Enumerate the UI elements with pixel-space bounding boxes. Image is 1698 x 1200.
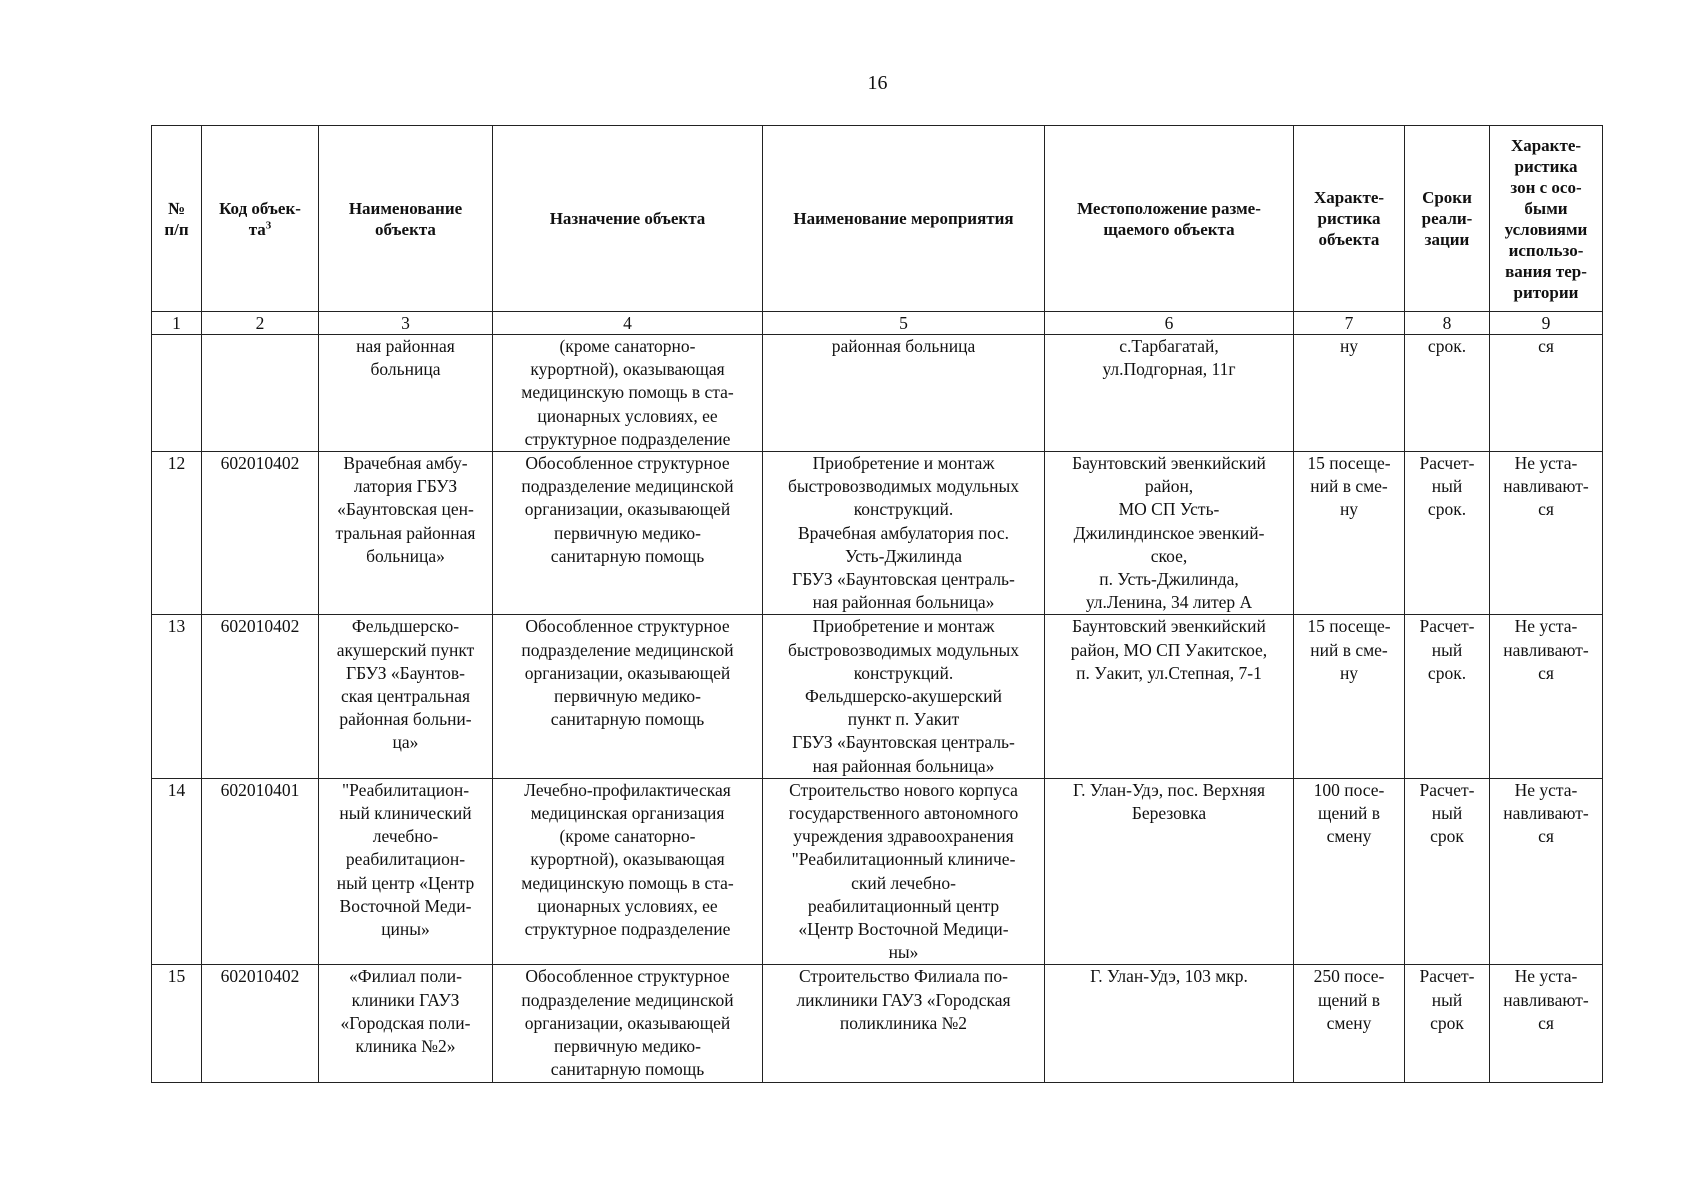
cell-num bbox=[152, 335, 202, 452]
cell-line: структурное подразделение bbox=[524, 428, 731, 449]
cell-line: ная районная bbox=[356, 336, 455, 356]
cell-line: ристика bbox=[1514, 156, 1578, 176]
cell-line: Наименование мероприятия bbox=[793, 209, 1014, 228]
cell-purpose bbox=[493, 965, 763, 1082]
cell-purpose bbox=[493, 452, 763, 615]
cell-line: "Реабилитационный клиниче- bbox=[791, 849, 1016, 870]
cell-line: 100 посе- bbox=[1313, 779, 1385, 800]
cell-line: ный bbox=[1431, 803, 1463, 824]
cell-zones bbox=[1490, 452, 1603, 615]
cell-line: Наименование bbox=[348, 198, 463, 218]
cell-line: курортной), оказывающая bbox=[530, 359, 725, 380]
header-num bbox=[152, 126, 202, 312]
cell-characteristic bbox=[1294, 778, 1405, 965]
cell-line: Код объек- bbox=[219, 198, 301, 218]
cell-line: организации, оказывающей bbox=[524, 1012, 731, 1033]
column-number: 4 bbox=[493, 312, 763, 335]
cell-line: ся bbox=[1538, 336, 1554, 356]
cell-zones bbox=[1490, 335, 1603, 452]
cell-event bbox=[763, 335, 1045, 452]
cell-line: первичную медико- bbox=[554, 686, 701, 707]
cell-line: смену bbox=[1326, 826, 1372, 847]
cell-line: ну bbox=[1339, 662, 1359, 683]
cell-line: Фельдшерско-акушерский bbox=[805, 686, 1002, 707]
cell-name bbox=[319, 335, 493, 452]
cell-line: санитарную помощь bbox=[550, 1059, 705, 1080]
cell-line: ну bbox=[1339, 499, 1359, 520]
cell-line: «Баунтовская цен- bbox=[337, 499, 474, 520]
cell-line: 15 посеще- bbox=[1307, 453, 1391, 474]
cell-line: быстровозводимых модульных bbox=[787, 639, 1019, 660]
column-number: 7 bbox=[1294, 312, 1405, 335]
cell-event bbox=[763, 778, 1045, 965]
cell-code bbox=[202, 452, 319, 615]
cell-line: Врачебная амбулатория пос. bbox=[797, 522, 1010, 543]
cell-code bbox=[202, 335, 319, 452]
header-event bbox=[763, 126, 1045, 312]
cell-line: Сроки bbox=[1422, 188, 1472, 207]
cell-num bbox=[152, 778, 202, 965]
cell-line: ритории bbox=[1513, 282, 1579, 302]
cell-line: ний в сме- bbox=[1310, 476, 1388, 497]
cell-line: Лечебно-профилактическая bbox=[524, 779, 731, 800]
cell-event bbox=[763, 452, 1045, 615]
cell-line: Фельдшерско- bbox=[351, 616, 460, 637]
cell-location bbox=[1045, 452, 1294, 615]
cell-line: срок. bbox=[1427, 336, 1467, 356]
cell-line: Джилиндинское эвенкий- bbox=[1073, 522, 1265, 543]
cell-line: ный клинический bbox=[339, 803, 472, 824]
cell-characteristic bbox=[1294, 965, 1405, 1082]
cell-line: Восточной Меди- bbox=[339, 895, 472, 916]
cell-line: 15 посеще- bbox=[1307, 616, 1391, 637]
cell-line: район, bbox=[1144, 476, 1194, 497]
cell-terms bbox=[1405, 778, 1490, 965]
cell-line: срок bbox=[1430, 826, 1464, 847]
cell-characteristic bbox=[1294, 615, 1405, 778]
cell-code bbox=[202, 615, 319, 778]
cell-line: район, МО СП Уакитское, bbox=[1070, 639, 1268, 660]
cell-line: Расчет- bbox=[1419, 616, 1475, 637]
cell-terms bbox=[1405, 615, 1490, 778]
column-number: 2 bbox=[202, 312, 319, 335]
cell-line: ся bbox=[1538, 499, 1554, 520]
cell-line: организации, оказывающей bbox=[524, 662, 731, 683]
cell-code bbox=[202, 965, 319, 1082]
cell-line: Врачебная амбу- bbox=[343, 453, 468, 474]
header-code bbox=[202, 126, 319, 312]
cell-line: (кроме санаторно- bbox=[559, 826, 696, 847]
cell-line: Расчет- bbox=[1419, 966, 1475, 987]
cell-line: Не уста- bbox=[1514, 966, 1578, 987]
cell-line: ская центральная bbox=[340, 686, 471, 707]
cell-line: использо- bbox=[1508, 240, 1584, 260]
cell-line: Усть-Джилинда bbox=[844, 545, 963, 566]
header-zones bbox=[1490, 126, 1603, 312]
cell-name bbox=[319, 615, 493, 778]
cell-line: Характе- bbox=[1313, 188, 1385, 207]
cell-line: ны» bbox=[888, 942, 919, 963]
cell-line: ный центр «Центр bbox=[336, 872, 475, 893]
cell-line: ционарных условиях, ее bbox=[537, 405, 718, 426]
cell-location bbox=[1045, 965, 1294, 1082]
cell-line: 250 посе- bbox=[1313, 966, 1385, 987]
cell-line: медицинскую помощь в ста- bbox=[521, 382, 734, 403]
cell-line: курортной), оказывающая bbox=[530, 849, 725, 870]
cell-line: вания тер- bbox=[1505, 261, 1587, 281]
cell-line: реабилитацион- bbox=[345, 849, 466, 870]
cell-line: медицинскую помощь в ста- bbox=[521, 872, 734, 893]
cell-line: ний в сме- bbox=[1310, 639, 1388, 660]
cell-line: «Центр Восточной Медици- bbox=[798, 919, 1009, 940]
column-number: 9 bbox=[1490, 312, 1603, 335]
cell-line: лечебно- bbox=[372, 826, 439, 847]
cell-line: 13 bbox=[167, 616, 186, 637]
objects-table bbox=[151, 125, 1603, 1083]
cell-name bbox=[319, 965, 493, 1082]
cell-purpose bbox=[493, 778, 763, 965]
cell-location bbox=[1045, 615, 1294, 778]
cell-line: ул.Ленина, 34 литер А bbox=[1085, 592, 1253, 613]
cell-line: конструкций. bbox=[853, 662, 954, 683]
cell-line: (кроме санаторно- bbox=[559, 336, 696, 356]
cell-line: клиника №2» bbox=[355, 1036, 456, 1057]
cell-num bbox=[152, 965, 202, 1082]
cell-line: районная больни- bbox=[339, 709, 472, 730]
cell-line: ГБУЗ «Баунтовская централь- bbox=[792, 732, 1015, 753]
cell-line: ристика bbox=[1317, 209, 1381, 228]
cell-line: медицинская организация bbox=[530, 803, 725, 824]
footnote-marker: 3 bbox=[265, 218, 272, 231]
page-number: 16 bbox=[867, 72, 888, 94]
cell-line: санитарную помощь bbox=[550, 545, 705, 566]
cell-line: реали- bbox=[1421, 209, 1473, 228]
cell-line: ликлиники ГАУЗ «Городская bbox=[796, 989, 1011, 1010]
cell-line: щений в bbox=[1318, 989, 1380, 1010]
cell-line: ная районная больница» bbox=[812, 592, 995, 613]
cell-line: цины» bbox=[381, 919, 430, 940]
cell-line: срок. bbox=[1427, 499, 1467, 520]
cell-line: Местоположение разме- bbox=[1077, 198, 1261, 218]
cell-line: 12 bbox=[167, 453, 186, 474]
cell-purpose bbox=[493, 615, 763, 778]
cell-line: учреждения здравоохранения bbox=[793, 826, 1014, 847]
cell-line: 602010402 bbox=[220, 616, 300, 637]
cell-line: навливают- bbox=[1503, 639, 1589, 660]
cell-line: тральная районная bbox=[335, 522, 476, 543]
cell-line: ул.Подгорная, 11г bbox=[1102, 359, 1236, 380]
header-name bbox=[319, 126, 493, 312]
cell-line: Г. Улан-Удэ, 103 мкр. bbox=[1090, 966, 1248, 987]
table-row bbox=[152, 335, 1603, 452]
cell-line: п/п bbox=[164, 219, 189, 239]
table-row bbox=[152, 965, 1603, 1082]
cell-event bbox=[763, 615, 1045, 778]
cell-code bbox=[202, 778, 319, 965]
cell-line: объекта bbox=[375, 219, 436, 239]
cell-event bbox=[763, 965, 1045, 1082]
cell-zones bbox=[1490, 965, 1603, 1082]
cell-line: 15 bbox=[167, 966, 186, 987]
cell-line: п. Усть-Джилинда, bbox=[1099, 569, 1239, 590]
cell-line: зации bbox=[1424, 230, 1470, 249]
cell-line: навливают- bbox=[1503, 989, 1589, 1010]
cell-line: условиями bbox=[1504, 219, 1588, 239]
cell-terms bbox=[1405, 335, 1490, 452]
header-characteristic bbox=[1294, 126, 1405, 312]
cell-line: Обособленное структурное bbox=[525, 966, 730, 987]
cell-line: Расчет- bbox=[1419, 779, 1475, 800]
cell-line: Баунтовский эвенкийский bbox=[1072, 453, 1266, 474]
cell-characteristic bbox=[1294, 452, 1405, 615]
cell-line: пункт п. Уакит bbox=[847, 709, 960, 730]
cell-line: акушерский пункт bbox=[336, 639, 475, 660]
cell-line: быстровозводимых модульных bbox=[787, 476, 1019, 497]
cell-line: первичную медико- bbox=[554, 1036, 701, 1057]
cell-line: подразделение медицинской bbox=[521, 639, 734, 660]
column-number-row bbox=[152, 312, 1603, 335]
cell-line: клиники ГАУЗ bbox=[351, 989, 460, 1010]
cell-line: государственного автономного bbox=[788, 803, 1019, 824]
column-number: 5 bbox=[763, 312, 1045, 335]
cell-line: структурное подразделение bbox=[524, 919, 731, 940]
cell-line: больница» bbox=[366, 545, 445, 566]
cell-zones bbox=[1490, 778, 1603, 965]
cell-line: Обособленное структурное bbox=[525, 453, 730, 474]
cell-line: ГБУЗ «Баунтовская централь- bbox=[792, 569, 1015, 590]
cell-line: конструкций. bbox=[853, 499, 954, 520]
cell-line: срок bbox=[1430, 1012, 1464, 1033]
cell-line: щаемого объекта bbox=[1103, 219, 1235, 239]
cell-line: поликлиника №2 bbox=[839, 1012, 968, 1033]
cell-line: Расчет- bbox=[1419, 453, 1475, 474]
cell-line: ский лечебно- bbox=[851, 872, 956, 893]
cell-line: Характе- bbox=[1510, 135, 1582, 155]
cell-line: ная районная больница» bbox=[812, 755, 995, 776]
cell-line: навливают- bbox=[1503, 476, 1589, 497]
cell-purpose bbox=[493, 335, 763, 452]
cell-line: латория ГБУЗ bbox=[353, 476, 458, 497]
cell-name bbox=[319, 778, 493, 965]
header-location bbox=[1045, 126, 1294, 312]
cell-line: объекта bbox=[1318, 230, 1380, 249]
column-number: 1 bbox=[152, 312, 202, 335]
cell-line: срок. bbox=[1427, 662, 1467, 683]
cell-line: «Филиал поли- bbox=[349, 966, 462, 987]
cell-line: с.Тарбагатай, bbox=[1119, 336, 1219, 356]
cell-line: Баунтовский эвенкийский bbox=[1072, 616, 1266, 637]
cell-line: ный bbox=[1431, 989, 1463, 1010]
cell-location bbox=[1045, 778, 1294, 965]
cell-zones bbox=[1490, 615, 1603, 778]
cell-line: ГБУЗ «Баунтов- bbox=[346, 662, 465, 683]
cell-line: подразделение медицинской bbox=[521, 989, 734, 1010]
cell-name bbox=[319, 452, 493, 615]
cell-line: "Реабилитацион- bbox=[341, 779, 470, 800]
cell-line: Не уста- bbox=[1514, 779, 1578, 800]
cell-line: больница bbox=[370, 359, 441, 380]
cell-line: п. Уакит, ул.Степная, 7-1 bbox=[1076, 662, 1262, 683]
column-number: 3 bbox=[319, 312, 493, 335]
cell-line: первичную медико- bbox=[554, 522, 701, 543]
cell-line: ся bbox=[1538, 662, 1554, 683]
cell-line: Не уста- bbox=[1514, 616, 1578, 637]
cell-num bbox=[152, 615, 202, 778]
cell-terms bbox=[1405, 965, 1490, 1082]
table-row bbox=[152, 452, 1603, 615]
cell-line: организации, оказывающей bbox=[524, 499, 731, 520]
cell-line: № bbox=[167, 198, 186, 218]
cell-line: санитарную помощь bbox=[550, 709, 705, 730]
cell-line: 14 bbox=[167, 779, 186, 800]
cell-line: Г. Улан-Удэ, пос. Верхняя bbox=[1072, 779, 1265, 800]
cell-line: навливают- bbox=[1503, 803, 1589, 824]
cell-line: ское, bbox=[1150, 545, 1188, 566]
cell-line: быми bbox=[1524, 198, 1568, 218]
cell-line: ся bbox=[1538, 826, 1554, 847]
cell-line: ну bbox=[1339, 336, 1359, 356]
header-row bbox=[152, 126, 1603, 312]
cell-line: Не уста- bbox=[1514, 453, 1578, 474]
cell-line: Обособленное структурное bbox=[525, 616, 730, 637]
column-number: 8 bbox=[1405, 312, 1490, 335]
cell-line: «Городская поли- bbox=[340, 1012, 471, 1033]
cell-num bbox=[152, 452, 202, 615]
cell-location bbox=[1045, 335, 1294, 452]
cell-line: Березовка bbox=[1131, 803, 1207, 824]
cell-line: Строительство нового корпуса bbox=[789, 779, 1018, 800]
cell-line: смену bbox=[1326, 1012, 1372, 1033]
cell-line: $та^3$ bbox=[248, 218, 272, 239]
cell-line: ный bbox=[1431, 476, 1463, 497]
table-row bbox=[152, 778, 1603, 965]
table-row bbox=[152, 615, 1603, 778]
header-purpose bbox=[493, 126, 763, 312]
cell-line: Приобретение и монтаж bbox=[812, 616, 995, 637]
cell-line: реабилитационный центр bbox=[807, 895, 1000, 916]
cell-line: МО СП Усть- bbox=[1118, 499, 1220, 520]
cell-line: 602010402 bbox=[220, 453, 300, 474]
cell-line: ный bbox=[1431, 639, 1463, 660]
cell-line: подразделение медицинской bbox=[521, 476, 734, 497]
cell-line: районная больница bbox=[831, 336, 976, 356]
cell-line: щений в bbox=[1318, 803, 1380, 824]
cell-line: зон с осо- bbox=[1510, 177, 1582, 197]
cell-terms bbox=[1405, 452, 1490, 615]
header-terms bbox=[1405, 126, 1490, 312]
cell-characteristic bbox=[1294, 335, 1405, 452]
cell-line: ца» bbox=[392, 732, 419, 753]
cell-line: 602010402 bbox=[220, 966, 300, 987]
cell-line: 602010401 bbox=[220, 779, 300, 800]
column-number: 6 bbox=[1045, 312, 1294, 335]
cell-line: Строительство Филиала по- bbox=[798, 966, 1008, 987]
cell-line: ционарных условиях, ее bbox=[537, 895, 718, 916]
cell-line: Приобретение и монтаж bbox=[812, 453, 995, 474]
cell-line: ся bbox=[1538, 1012, 1554, 1033]
cell-line: Назначение объекта bbox=[549, 209, 706, 228]
